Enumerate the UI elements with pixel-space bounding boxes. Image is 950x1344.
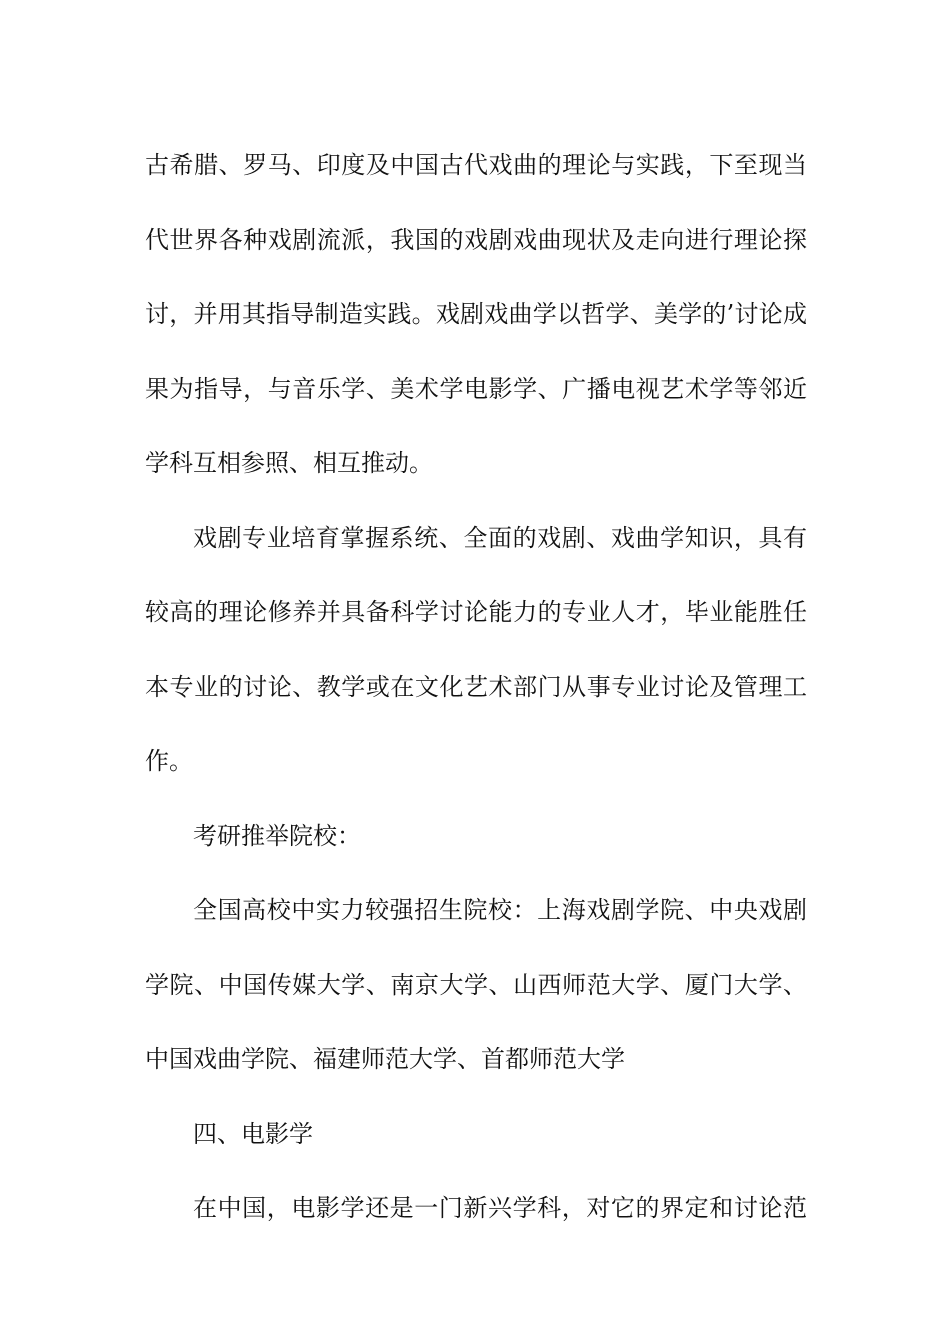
- text-line: 果为指导，与音乐学、美术学电影学、广播电视艺术学等邻近: [145, 374, 807, 403]
- text-line: 讨，并用其指导制造实践。戏剧戏曲学以哲学、美学的’讨论成: [145, 300, 807, 328]
- text-line: 中国戏曲学院、福建师范大学、首都师范大学: [145, 1045, 625, 1073]
- section-heading-film-studies: [145, 1097, 807, 1172]
- paragraph-recommended-schools: [145, 873, 807, 1097]
- text-line: 学科互相参照、相互推动。: [145, 449, 433, 477]
- text-line: 考研推举院校：: [193, 821, 361, 850]
- paragraph-drama-theory: [145, 128, 807, 501]
- text-line: 四、电影学: [193, 1119, 313, 1148]
- text-line: 在中国，电影学还是一门新兴学科，对它的界定和讨论范: [193, 1194, 807, 1222]
- paragraph-drama-training: [145, 501, 807, 799]
- text-line: 代世界各种戏剧流派，我国的戏剧戏曲现状及走向进行理论探: [145, 225, 807, 254]
- text-line: 全国高校中实力较强招生院校：上海戏剧学院、中央戏剧: [193, 896, 807, 924]
- paragraph-film-intro: [145, 1171, 807, 1246]
- document-body: [145, 128, 807, 1246]
- text-line: 本专业的讨论、教学或在文化艺术部门从事专业讨论及管理工: [145, 672, 807, 701]
- text-line: 学院、中国传媒大学、南京大学、山西师范大学、厦门大学、: [145, 970, 807, 999]
- paragraph-recommended-heading: [145, 799, 807, 874]
- text-line: 古希腊、罗马、印度及中国古代戏曲的理论与实践，下至现当: [145, 151, 807, 179]
- text-line: 戏剧专业培育掌握系统、全面的戏剧、戏曲学知识，具有: [193, 523, 807, 552]
- text-line: 较高的理论修养并具备科学讨论能力的专业人才，毕业能胜任: [145, 598, 807, 626]
- text-line: 作。: [145, 747, 193, 775]
